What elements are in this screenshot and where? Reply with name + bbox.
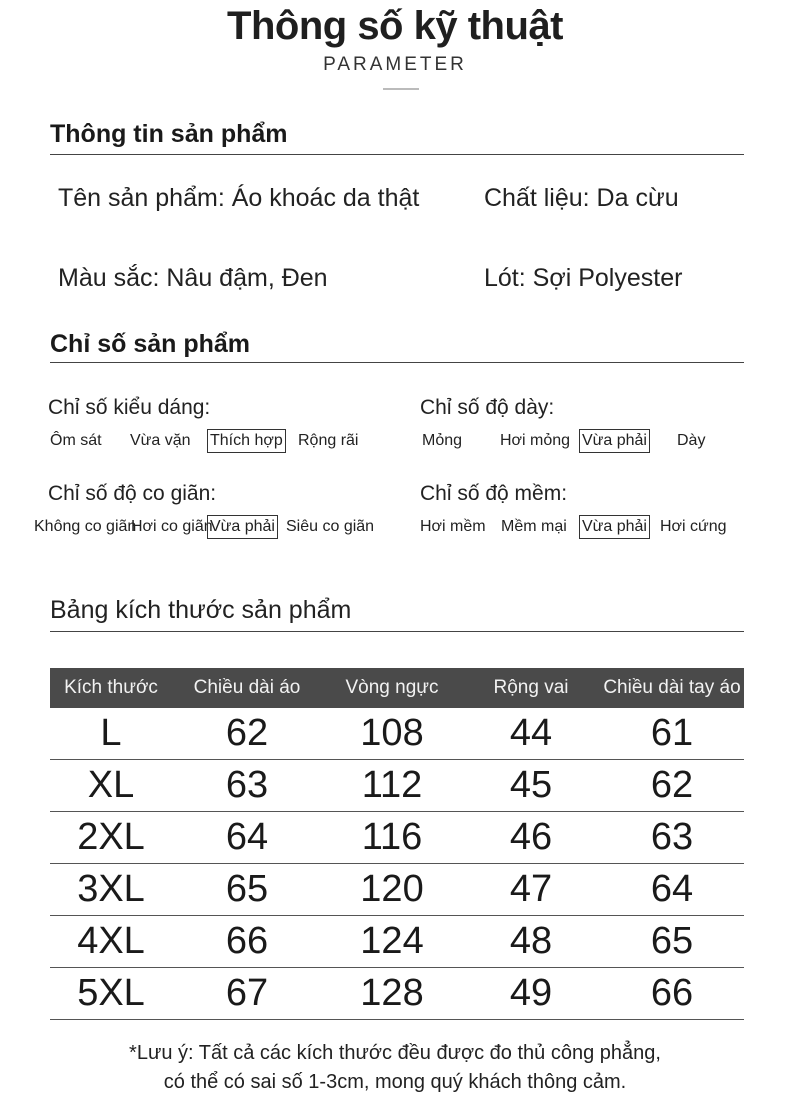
- product-info-heading: Thông tin sản phẩm: [50, 120, 288, 148]
- product-material: Chất liệu: Da cừu: [484, 184, 679, 212]
- shoulder-cell: 46: [462, 812, 600, 864]
- column-header-chest: Vòng ngực: [322, 668, 462, 708]
- stretch-option: Hơi co giãn: [131, 518, 213, 535]
- product-info-divider: [50, 154, 744, 155]
- column-header-size: Kích thước: [50, 668, 172, 708]
- thickness-option: Mỏng: [422, 432, 463, 449]
- shoulder-cell: 48: [462, 916, 600, 968]
- thickness-option-selected: Vừa phải: [580, 430, 649, 452]
- measurement-note-line2: có thể có sai số 1-3cm, mong quý khách thông cảm.: [163, 1071, 627, 1093]
- column-header-sleeve: Chiều dài tay áo: [600, 668, 744, 708]
- product-index-heading: Chỉ số sản phẩm: [50, 330, 251, 358]
- title-divider: [383, 88, 419, 90]
- size-cell: L: [50, 708, 172, 760]
- table-row: [50, 760, 744, 812]
- chest-cell: 120: [322, 864, 462, 916]
- page-subtitle: PARAMETER: [323, 54, 467, 75]
- length-cell: 66: [172, 916, 322, 968]
- size-table-divider: [50, 631, 744, 632]
- length-cell: 62: [172, 708, 322, 760]
- product-lining: Lót: Sợi Polyester: [484, 264, 683, 292]
- size-table-heading: Bảng kích thước sản phẩm: [50, 596, 352, 624]
- shoulder-cell: 47: [462, 864, 600, 916]
- table-row: [50, 968, 744, 1020]
- thickness-option: Dày: [677, 432, 706, 449]
- size-cell: 2XL: [50, 812, 172, 864]
- softness-option: Mềm mại: [501, 518, 567, 535]
- length-cell: 63: [172, 760, 322, 812]
- table-row: [50, 864, 744, 916]
- fit-option: Ôm sát: [50, 432, 102, 449]
- size-cell: 4XL: [50, 916, 172, 968]
- length-cell: 65: [172, 864, 322, 916]
- size-table-header-row: [50, 668, 744, 708]
- chest-cell: 116: [322, 812, 462, 864]
- sleeve-cell: 65: [600, 916, 744, 968]
- column-header-length: Chiều dài áo: [172, 668, 322, 708]
- sleeve-cell: 63: [600, 812, 744, 864]
- shoulder-cell: 49: [462, 968, 600, 1020]
- softness-index-label: Chỉ số độ mềm:: [420, 482, 568, 505]
- size-cell: 5XL: [50, 968, 172, 1020]
- thickness-option: Hơi mỏng: [500, 432, 571, 449]
- stretch-option-selected: Vừa phải: [208, 516, 277, 538]
- length-cell: 64: [172, 812, 322, 864]
- table-row: [50, 812, 744, 864]
- chest-cell: 128: [322, 968, 462, 1020]
- chest-cell: 108: [322, 708, 462, 760]
- fit-index-label: Chỉ số kiểu dáng:: [48, 396, 211, 419]
- product-name: Tên sản phẩm: Áo khoác da thật: [58, 184, 420, 212]
- size-cell: 3XL: [50, 864, 172, 916]
- fit-option: Rộng rãi: [298, 432, 359, 449]
- column-header-shoulder: Rộng vai: [462, 668, 600, 708]
- chest-cell: 112: [322, 760, 462, 812]
- stretch-option: Siêu co giãn: [286, 518, 375, 535]
- stretch-option: Không co giãn: [34, 518, 137, 535]
- fit-option: Vừa vặn: [130, 432, 191, 449]
- size-cell: XL: [50, 760, 172, 812]
- chest-cell: 124: [322, 916, 462, 968]
- table-row: [50, 916, 744, 968]
- product-color: Màu sắc: Nâu đậm, Đen: [58, 264, 328, 292]
- softness-option-selected: Vừa phải: [580, 516, 649, 538]
- fit-option-selected: Thích hợp: [208, 430, 285, 452]
- thickness-index-label: Chỉ số độ dày:: [420, 396, 555, 419]
- sleeve-cell: 61: [600, 708, 744, 760]
- page-title: Thông số kỹ thuật: [227, 4, 563, 48]
- softness-option: Hơi cứng: [660, 518, 727, 535]
- product-index-divider: [50, 362, 744, 363]
- softness-option: Hơi mềm: [420, 518, 486, 535]
- measurement-note-line1: *Lưu ý: Tất cả các kích thước đều được đo thủ công phẳng,: [129, 1042, 661, 1064]
- table-row: [50, 708, 744, 760]
- length-cell: 67: [172, 968, 322, 1020]
- stretch-index-label: Chỉ số độ co giãn:: [48, 482, 217, 505]
- shoulder-cell: 45: [462, 760, 600, 812]
- size-table: [50, 668, 744, 1020]
- sleeve-cell: 62: [600, 760, 744, 812]
- shoulder-cell: 44: [462, 708, 600, 760]
- sleeve-cell: 66: [600, 968, 744, 1020]
- sleeve-cell: 64: [600, 864, 744, 916]
